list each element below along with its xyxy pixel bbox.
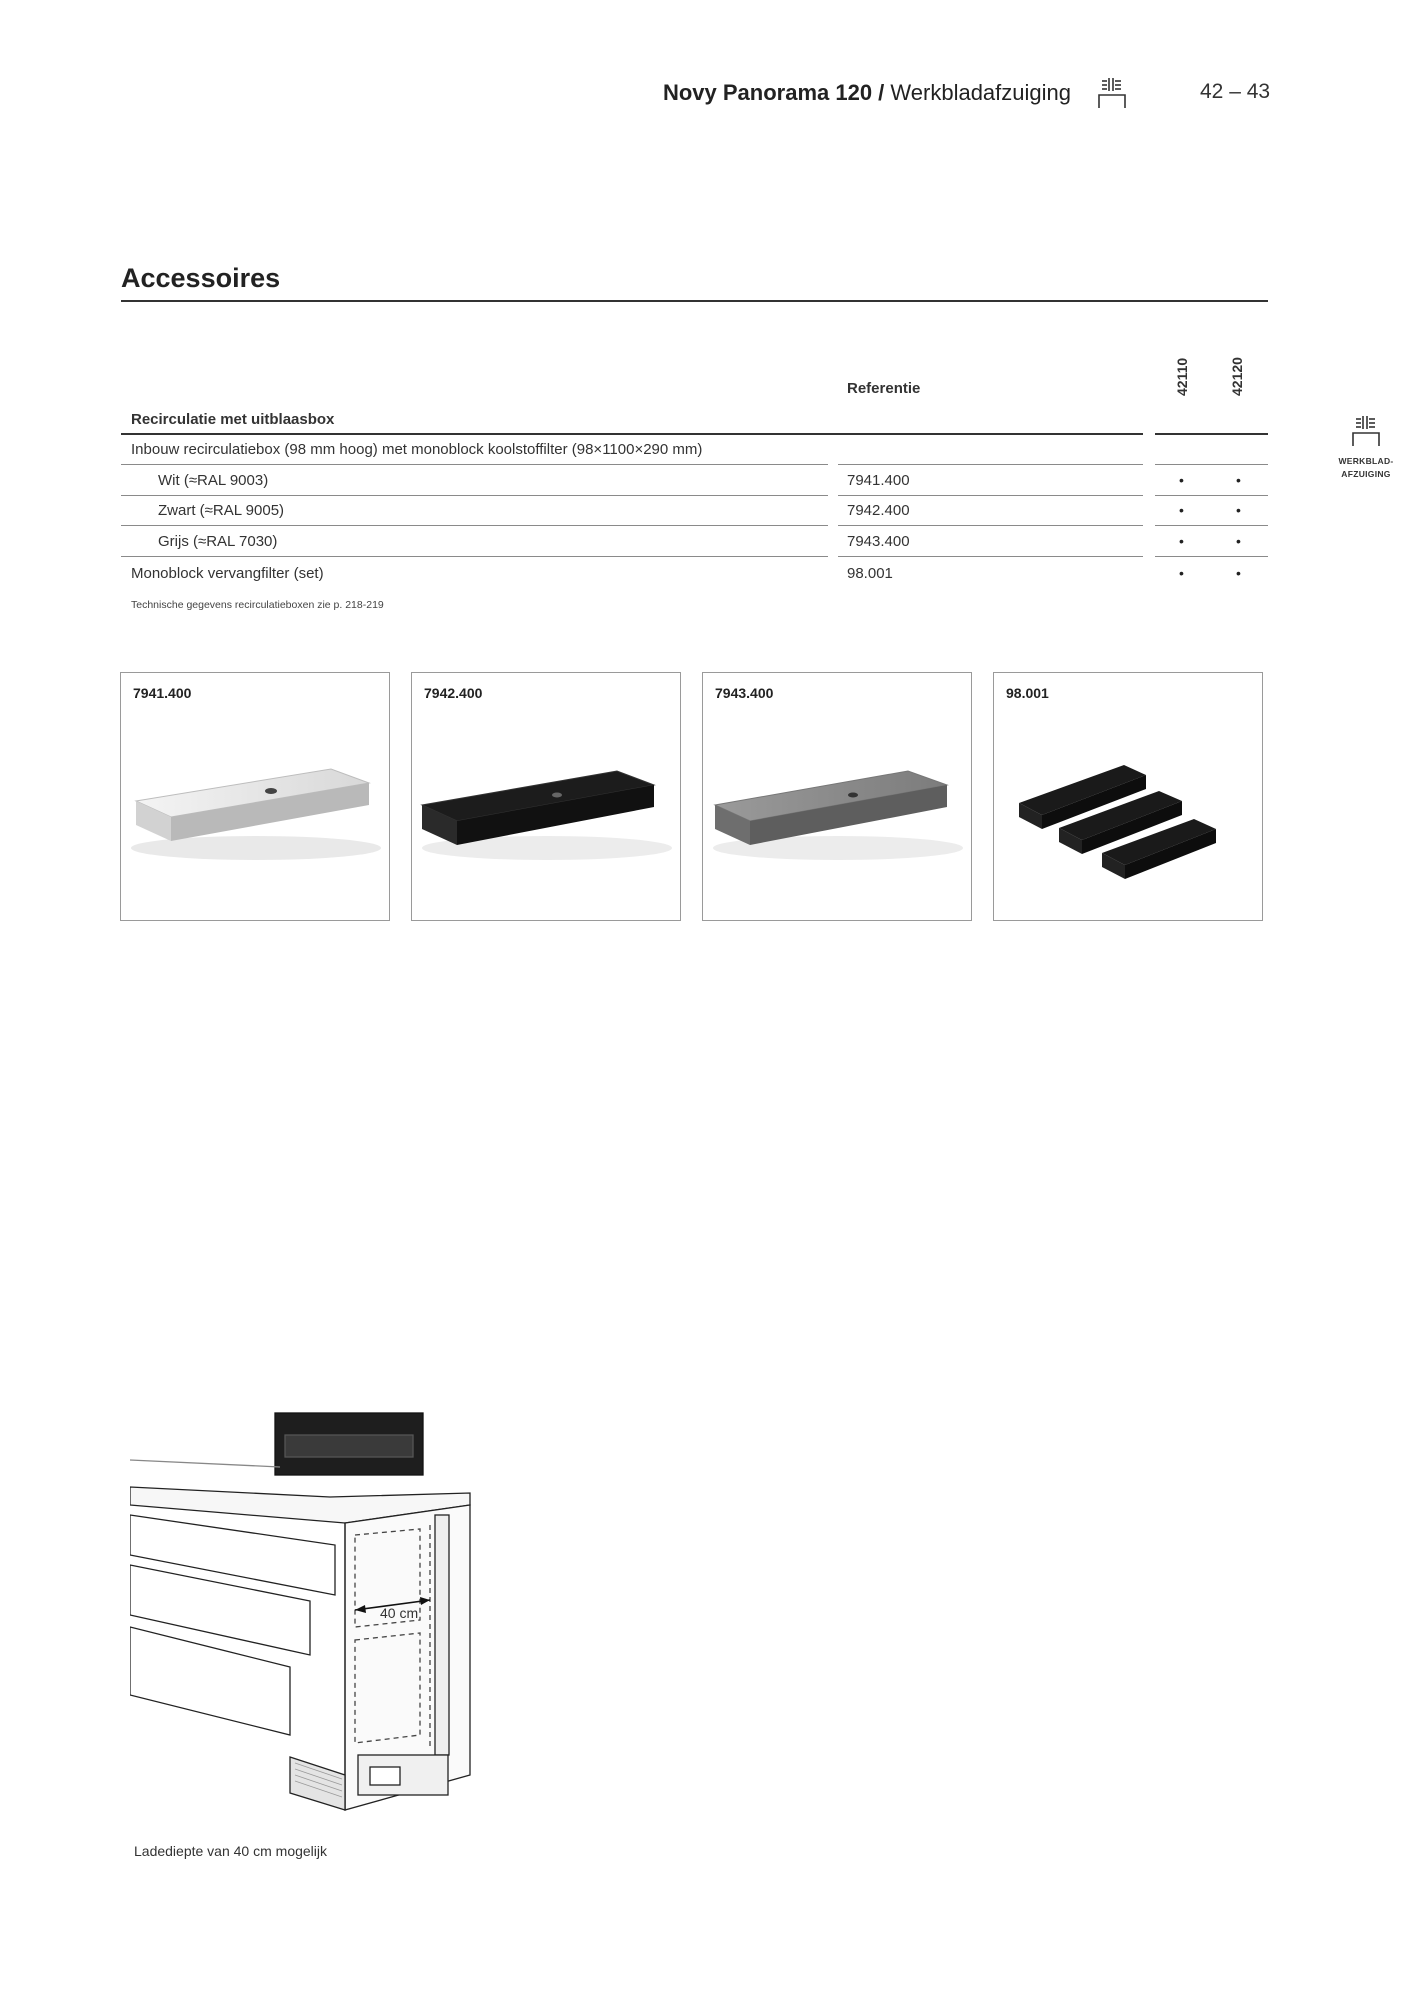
availability-mark: •	[1236, 472, 1241, 488]
row-reference: 98.001	[847, 565, 893, 582]
reference-column-header: Referentie	[847, 380, 921, 397]
card-reference: 98.001	[1006, 685, 1049, 701]
row-divider	[838, 495, 1143, 496]
category-name: Werkbladafzuiging	[890, 80, 1071, 105]
card-reference: 7942.400	[424, 685, 483, 701]
availability-mark: •	[1179, 472, 1184, 488]
table-footnote: Technische gegevens recirculatieboxen zie p. 218-219	[131, 599, 384, 611]
white-recirculation-box-image	[121, 713, 389, 913]
section-title: Accessoires	[121, 263, 281, 293]
row-divider	[1155, 525, 1268, 526]
cabinet-drawer-depth-illustration	[130, 1405, 490, 1815]
row-divider	[121, 556, 828, 557]
dimension-label: 40 cm	[380, 1605, 419, 1621]
availability-mark: •	[1179, 565, 1184, 581]
availability-mark: •	[1236, 533, 1241, 549]
row-reference: 7941.400	[847, 472, 910, 489]
row-label: Wit (≈RAL 9003)	[158, 472, 269, 489]
availability-mark: •	[1179, 533, 1184, 549]
side-tab-line2: AFZUIGING	[1341, 469, 1391, 479]
side-tab-line1: WERKBLAD-	[1338, 456, 1394, 466]
model-header-42110: 42110	[1174, 357, 1190, 396]
row-reference: 7942.400	[847, 502, 910, 519]
availability-mark: •	[1236, 502, 1241, 518]
black-recirculation-box-image	[412, 713, 680, 913]
product-card	[993, 672, 1263, 921]
availability-mark: •	[1179, 502, 1184, 518]
row-reference: 7943.400	[847, 533, 910, 550]
grey-recirculation-box-image	[703, 713, 971, 913]
row-divider	[838, 464, 1143, 465]
row-label: Grijs (≈RAL 7030)	[158, 533, 278, 550]
row-divider	[838, 556, 1143, 557]
illustration-caption: Ladediepte van 40 cm mogelijk	[134, 1843, 328, 1859]
model-header-42120: 42120	[1229, 357, 1245, 396]
group-divider	[121, 433, 1143, 435]
row-label: Monoblock vervangfilter (set)	[131, 565, 324, 582]
card-reference: 7943.400	[715, 685, 774, 701]
page-numbers: 42 – 43	[1200, 80, 1271, 103]
product-card	[120, 672, 390, 921]
row-divider	[1155, 464, 1268, 465]
header-title	[663, 80, 1071, 106]
row-divider	[1155, 495, 1268, 496]
availability-mark: •	[1236, 565, 1241, 581]
section-divider	[121, 300, 1268, 302]
group-title: Recirculatie met uitblaasbox	[131, 411, 335, 428]
product-card	[411, 672, 681, 921]
product-name: Novy Panorama 120	[662, 80, 873, 105]
title-separator: /	[872, 80, 891, 105]
group-divider	[1155, 433, 1268, 435]
row-label: Inbouw recirculatiebox (98 mm hoog) met monoblock koolstoffilter (98×1100×290 mm)	[131, 441, 703, 458]
countertop-extractor-icon	[1350, 414, 1382, 448]
card-reference: 7941.400	[133, 685, 192, 701]
side-tab-label	[1330, 455, 1402, 481]
row-label: Zwart (≈RAL 9005)	[158, 502, 285, 519]
countertop-extractor-icon	[1096, 76, 1128, 110]
row-divider	[121, 525, 828, 526]
row-divider	[121, 495, 828, 496]
monoblock-filter-set-image	[994, 713, 1262, 913]
row-divider	[1155, 556, 1268, 557]
page-header	[0, 76, 1415, 110]
row-divider	[838, 525, 1143, 526]
row-divider	[121, 464, 828, 465]
product-card	[702, 672, 972, 921]
